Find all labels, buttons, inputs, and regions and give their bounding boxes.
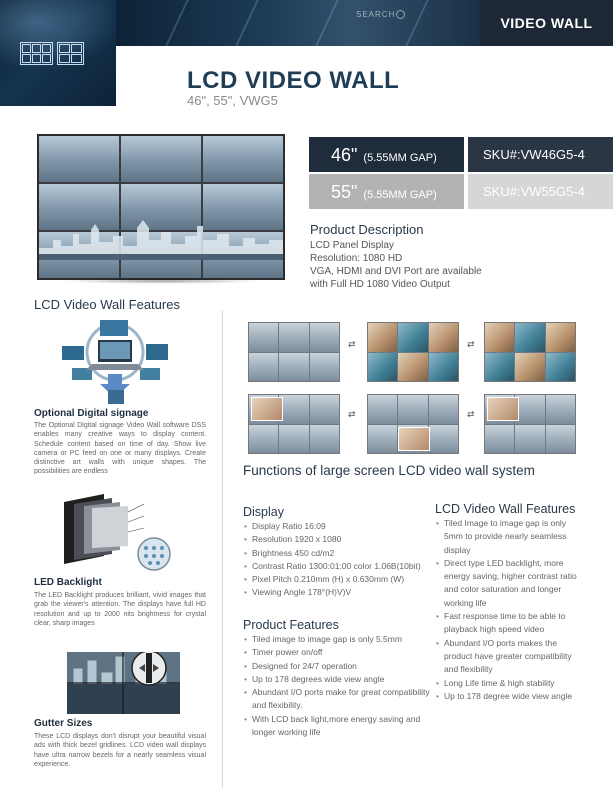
digital-signage-heading: Optional Digital signage xyxy=(34,408,149,419)
function-image-2 xyxy=(367,322,459,382)
gutter-sizes-text: These LCD displays don't disrupt your beautiful visual ads with thick bezel gridlines. LCD video wall displays have ultra narrow bezels for a nearly seamless visual experience. xyxy=(34,733,206,768)
page-subtitle: 46", 55", VWG5 xyxy=(187,93,278,108)
list-item: • Up to 178 degrees wide view angle xyxy=(244,673,430,686)
product-description-text: LCD Panel Display Resolution: 1080 HD VGA, HDMI and DVI Port are available with Full HD 1080 Video Output xyxy=(310,240,482,290)
features-sidebar-title: LCD Video Wall Features xyxy=(34,297,180,312)
list-item: • With LCD back light,more energy saving and longer working life xyxy=(244,713,430,740)
search-icon xyxy=(396,10,405,19)
list-item: • Up to 178 degree wide view angle xyxy=(436,690,578,703)
list-item: • Brightness 450 cd/m2 xyxy=(244,547,434,560)
hero-shadow xyxy=(62,278,262,284)
list-item: • Designed for 24/7 operation xyxy=(244,660,430,673)
list-item: • Timer power on/off xyxy=(244,646,430,659)
list-item: • Pixel Pitch 0.210mm (H) x 0.630mm (W) xyxy=(244,573,434,586)
model-sku-55: SKU#:VW55G5-4 xyxy=(468,174,613,209)
display-specs-list xyxy=(244,520,434,600)
list-item: • Abundant I/O ports makes the product have greater compatibility and flexibility xyxy=(436,637,578,677)
led-backlight-text: The LED Backlight produces brilliant, vivid images that grab the viewer's attention. The displays have full HD resolution and up to 2000 nits brightness for crystal clear, sharp images xyxy=(34,592,206,627)
list-item: • Display Ratio 16:09 xyxy=(244,520,434,533)
video-wall-grid-icon xyxy=(20,42,84,65)
function-image-3 xyxy=(484,322,576,382)
list-item: • Contrast Ratio 1300:01:00 color 1.06B(10bit) xyxy=(244,560,434,573)
gutter-sizes-heading: Gutter Sizes xyxy=(34,718,93,729)
function-image-1 xyxy=(248,322,340,382)
category-label: VIDEO WALL xyxy=(480,0,613,46)
wall-features-list xyxy=(436,517,578,703)
list-item: • Fast response time to be able to playback high speed video xyxy=(436,610,578,637)
digital-signage-diagram xyxy=(60,318,170,406)
display-title: Display xyxy=(243,505,284,519)
model-size-55: 55" (5.55MM GAP) xyxy=(309,174,464,209)
arrow-icon: ⇄ xyxy=(467,339,475,349)
function-image-4 xyxy=(248,394,340,454)
product-features-title: Product Features xyxy=(243,618,339,632)
list-item: • Direct type LED backlight, more energy saving, higher contrast ratio and color saturation and longer working life xyxy=(436,557,578,610)
led-backlight-diagram xyxy=(58,492,176,574)
product-description-title: Product Description xyxy=(310,222,424,237)
digital-signage-text: The Optional Digital signage Video Wall software DSS enables many creative ways to display content. Schedule content based on time of day. Show live camera or PC feed on one or many displays. Create distinctive art walls with unique shapes. The possibilities are endless xyxy=(34,422,206,476)
list-item: • Tiled Image to image gap is only 5mm to provide nearly seamless display xyxy=(436,517,578,557)
functions-title: Functions of large screen LCD video wall system xyxy=(243,463,535,478)
page-title: LCD VIDEO WALL xyxy=(187,67,400,94)
city-skyline-image xyxy=(39,210,283,260)
header-band xyxy=(116,0,480,46)
search-label: SEARCH xyxy=(356,10,396,19)
list-item: • Resolution 1920 x 1080 xyxy=(244,533,434,546)
product-features-list xyxy=(244,633,430,739)
list-item: • Abundant I/O ports make for great compatibility and flexibility. xyxy=(244,686,430,713)
column-divider xyxy=(222,310,223,788)
list-item: • Long Life time & high stability xyxy=(436,677,578,690)
header-banner-image xyxy=(0,0,116,106)
wall-features-title: LCD Video Wall Features xyxy=(435,502,576,516)
led-backlight-heading: LED Backlight xyxy=(34,577,102,588)
gutter-size-image xyxy=(67,652,180,714)
model-sku-46: SKU#:VW46G5-4 xyxy=(468,137,613,172)
function-image-5 xyxy=(367,394,459,454)
function-image-6 xyxy=(484,394,576,454)
list-item: • Tiled image to image gap is only 5.5mm xyxy=(244,633,430,646)
arrow-icon: ⇄ xyxy=(467,409,475,419)
model-size-46: 46" (5.55MM GAP) xyxy=(309,137,464,172)
list-item: • Viewing Angle 178°(H)V)V xyxy=(244,586,434,599)
arrow-icon: ⇄ xyxy=(348,339,356,349)
arrow-icon: ⇄ xyxy=(348,409,356,419)
